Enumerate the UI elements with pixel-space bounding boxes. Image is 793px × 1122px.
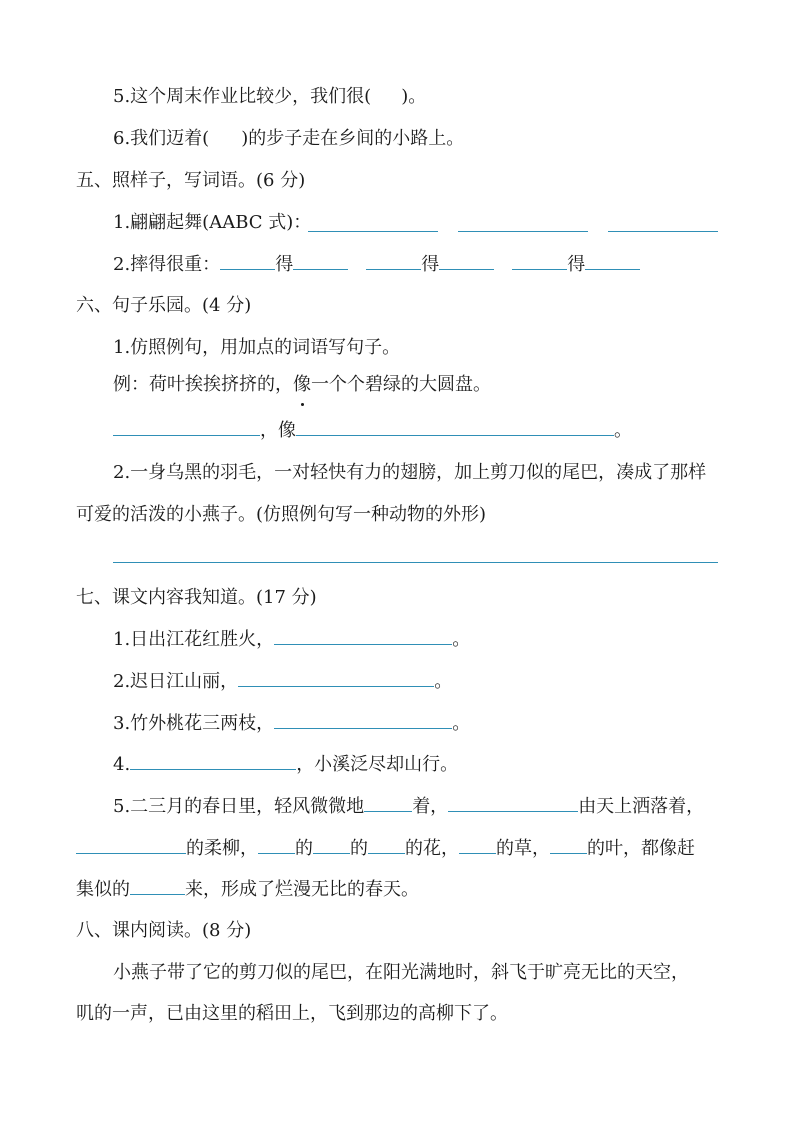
q5-item-2-blank[interactable] bbox=[220, 251, 275, 270]
q8-heading: 八、课内阅读。(8 分) bbox=[76, 920, 252, 941]
q5-item-1: 1.翩翩起舞(AABC 式)： bbox=[113, 212, 312, 233]
q5-item-2-blank[interactable] bbox=[293, 251, 348, 270]
q5-item-2-de: 得 bbox=[421, 254, 440, 275]
q7-item-5-blank[interactable] bbox=[368, 835, 405, 854]
q6-fill-blank-2[interactable] bbox=[296, 417, 614, 436]
q7-item-5-text-d: 的柔柳， bbox=[186, 838, 258, 859]
q6-example bbox=[113, 372, 491, 398]
q7-item-5-line-3 bbox=[76, 876, 419, 903]
q6-example-lead: 例：荷叶挨挨挤挤的， bbox=[113, 374, 293, 395]
q5-item-2-blank[interactable] bbox=[439, 251, 494, 270]
q7-item-2-blank[interactable] bbox=[238, 668, 434, 687]
q7-item-5-text-f: 的 bbox=[350, 838, 368, 859]
q5-heading: 五、照样子，写词语。(6 分) bbox=[76, 170, 306, 191]
q8-paragraph-line-1: 小燕子带了它的剪刀似的尾巴，在阳光满地时，斜飞于旷亮无比的天空， bbox=[113, 962, 689, 983]
q4-item-5 bbox=[113, 84, 426, 110]
q6-item-2-line-1: 2.一身乌黑的羽毛，一对轻快有力的翅膀，加上剪刀似的尾巴，凑成了那样 bbox=[113, 462, 707, 483]
q4-item-6 bbox=[113, 126, 464, 152]
q7-item-5-text-c: 由天上洒落着， bbox=[578, 796, 705, 817]
q4-item-5-close: )。 bbox=[401, 86, 427, 107]
q6-fill-end: 。 bbox=[614, 420, 632, 441]
q7-item-5-text-k: 来，形成了烂漫无比的春天。 bbox=[185, 879, 419, 900]
q6-example-dotted-word: 像 bbox=[293, 372, 311, 398]
q7-item-5-blank[interactable] bbox=[448, 793, 578, 812]
q4-item-5-text: 5.这个周末作业比较少，我们很( bbox=[113, 86, 372, 107]
q5-item-2-blank[interactable] bbox=[366, 251, 421, 270]
q5-item-2-de: 得 bbox=[567, 254, 586, 275]
q4-item-6-close: )的步子走在乡间的小路上。 bbox=[241, 128, 465, 149]
q5-item-2-lead: 2.摔得很重： bbox=[113, 254, 221, 275]
q7-item-5-text-g: 的花， bbox=[405, 838, 459, 859]
q5-item-2-de: 得 bbox=[275, 254, 294, 275]
q5-item-2-blank[interactable] bbox=[512, 251, 567, 270]
q6-heading: 六、句子乐园。(4 分) bbox=[76, 295, 252, 316]
q5-item-1-blank-3[interactable] bbox=[608, 231, 718, 232]
q5-item-2-blank[interactable] bbox=[585, 251, 640, 270]
q7-item-1-lead: 1.日出江花红胜火， bbox=[113, 629, 275, 650]
q7-item-5-blank[interactable] bbox=[550, 835, 587, 854]
q6-fill-line bbox=[113, 417, 632, 444]
q7-item-3 bbox=[113, 710, 470, 737]
q7-item-3-blank[interactable] bbox=[274, 710, 452, 729]
q7-item-5-blank[interactable] bbox=[313, 835, 350, 854]
q7-item-5-text-a: 5.二三月的春日里，轻风微微地 bbox=[113, 796, 365, 817]
q7-item-5-text-j: 集似的 bbox=[76, 879, 130, 900]
q7-item-1-blank[interactable] bbox=[274, 626, 452, 645]
q7-item-4-blank[interactable] bbox=[130, 751, 296, 770]
q7-item-5-text-e: 的 bbox=[295, 838, 313, 859]
q7-item-5-line-1 bbox=[113, 793, 704, 820]
q7-item-5-blank[interactable] bbox=[364, 793, 412, 812]
q7-item-1 bbox=[113, 626, 470, 653]
q7-item-1-end: 。 bbox=[452, 629, 471, 650]
q6-item-2-answer-line[interactable] bbox=[113, 562, 718, 563]
q5-item-2 bbox=[113, 251, 640, 278]
q5-item-1-blank-2[interactable] bbox=[458, 231, 588, 232]
q4-item-6-text: 6.我们迈着( bbox=[113, 128, 210, 149]
q7-item-2-end: 。 bbox=[434, 671, 453, 692]
q6-fill-comma: ，像 bbox=[260, 420, 296, 441]
q7-item-4 bbox=[113, 751, 458, 778]
q6-example-rest: 一个个碧绿的大圆盘。 bbox=[311, 374, 491, 395]
q6-fill-blank-1[interactable] bbox=[113, 417, 260, 436]
q6-item-1: 1.仿照例句，用加点的词语写句子。 bbox=[113, 337, 401, 358]
q7-item-2 bbox=[113, 668, 452, 695]
q7-item-4-lead: 4. bbox=[113, 754, 131, 775]
q7-item-5-blank[interactable] bbox=[130, 876, 185, 895]
q7-item-5-blank[interactable] bbox=[76, 835, 186, 854]
q7-item-5-line-2 bbox=[76, 835, 695, 862]
q7-item-3-lead: 3.竹外桃花三两枝， bbox=[113, 713, 275, 734]
q7-item-5-text-h: 的草， bbox=[496, 838, 550, 859]
q7-item-5-text-b: 着， bbox=[412, 796, 449, 817]
q7-heading: 七、课文内容我知道。(17 分) bbox=[76, 587, 317, 608]
q7-item-5-blank[interactable] bbox=[459, 835, 496, 854]
q7-item-3-end: 。 bbox=[452, 713, 471, 734]
q7-item-5-text-i: 的叶，都像赶 bbox=[587, 838, 695, 859]
q6-item-2-line-2: 可爱的活泼的小燕子。(仿照例句写一种动物的外形) bbox=[76, 504, 487, 525]
q5-item-1-blank-1[interactable] bbox=[308, 231, 438, 232]
q7-item-5-blank[interactable] bbox=[258, 835, 295, 854]
q7-item-4-tail: ，小溪泛尽却山行。 bbox=[296, 754, 459, 775]
q7-item-2-lead: 2.迟日江山丽， bbox=[113, 671, 239, 692]
q8-paragraph-line-2: 叽的一声，已由这里的稻田上，飞到那边的高柳下了。 bbox=[76, 1003, 508, 1024]
